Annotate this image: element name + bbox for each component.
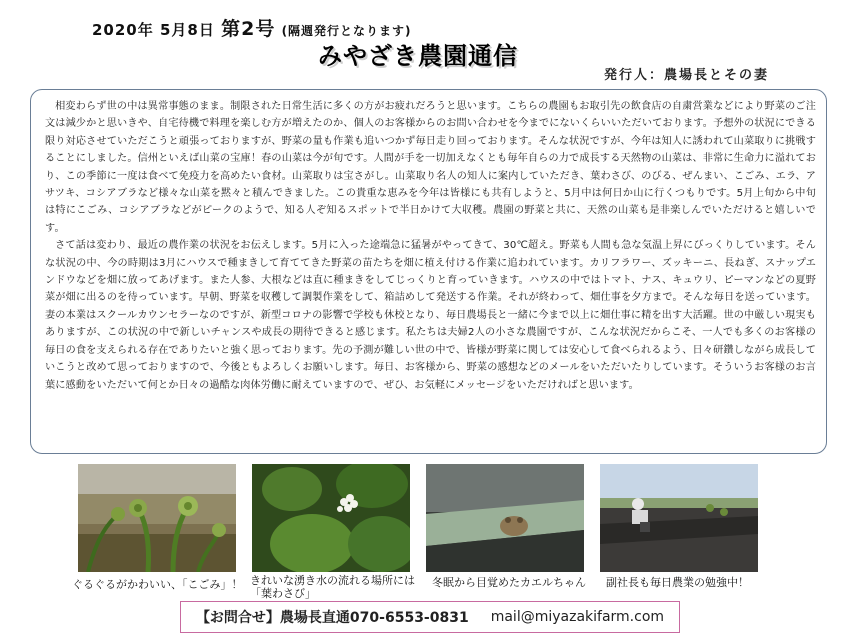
article-paragraph-1: 相変わらず世の中は異常事態のまま。制限された日常生活に多くの方がお疲れだろうと思います。こちらの農園もお取引先の飲食店の自粛営業などにより野菜のご注文は減少かと思いきや、自宅待機で料理を楽しむ方が増えたのか、個人のお客様からのお問い合わせを今までにないくらいいただいております。予想外の状況にできる限り対応させていただこうと頑張っておりますが、野菜の量も作業も追いつかず毎日走り回っております。そんな状況ですが、今年は知人に誘われて山菜取りに挑戦することにしました。信州といえば山菜の宝庫！春の山菜は今が旬です。人間が手を一切加えなくとも毎年自らの力で成長する天然物の山菜は、非常に生命力に溢れており、この季節に一度は食べて免疫力を高めたい食材。山菜取りは宝さがし。山菜取り名人の知人に案内していただき、葉わさび、のびる、ぜんまい、こごみ、エラ、アサツキ、コシアブラなど様々な山菜を黙々と積んできました。この貴重な恵みを今年は皆様にも共有しようと、5月中は何日か山に行くつもりです。5月上旬から中旬は特にこごみ、コシアブラなどがピークのようで、知る人ぞ知るスポットで半日かけて大収穫。農園の野菜と共に、天然の山菜も是非楽しんでいただけると嬉しいです。 bbox=[45, 101, 817, 234]
issue-frequency-note: (隔週発行となります) bbox=[281, 24, 412, 38]
photo-caption-kogomi: ぐるぐるがかわいい、「こごみ」！ bbox=[72, 578, 243, 591]
publisher-line: 発行人：農場長とその妻 bbox=[604, 68, 770, 83]
contact-phone: 【お問合せ】農場長直通070-6553-0831 bbox=[195, 610, 469, 626]
issue-number: 第2号 bbox=[221, 18, 276, 40]
photo-frog bbox=[426, 464, 584, 572]
photo-kogomi bbox=[78, 464, 236, 572]
photo-caption-field-work: 副社長も毎日農業の勉強中！ bbox=[606, 576, 749, 589]
article-box bbox=[30, 89, 827, 454]
photo-caption-wasabi-line1: きれいな湧き水の流れる場所には bbox=[250, 574, 415, 587]
article-paragraph-2: さて話は変わり、最近の農作業の状況をお伝えします。5月に入った途端急に猛暑がやってきて、30℃超え。野菜も人間も急な気温上昇にびっくりしています。そんな状況の中、今の時期は3月にハウスで種まきして育ててきた野菜の苗たちを畑に植え付ける作業に追われています。カリフラワー、ズッキーニ、長ねぎ、スナップエンドウなどを畑に放ってあげます。また人参、大根などは直に種まきをしてじっくりと育っていきます。ハウスの中ではトマト、ナス、キュウリ、ピーマンなどの夏野菜が畑に出るのを待っています。早朝、野菜を収穫して調製作業をして、箱詰めして発送する作業。それが終わって、畑仕事を夕方まで。そんな毎日を送っています。妻の本業はスクールカウンセラーなのですが、新型コロナの影響で学校も休校となり、毎日農場長と一緒に今まで以上に畑仕事に精を出す大活躍。世の中厳しい現実もありますが、この状況の中で新しいチャンスや成長の期待できると感じます。私たちは夫婦2人の小さな農園ですが、こんな状況だからこそ、一人でも多くのお客様の毎日の食を支えられる存在でありたいと強く思っております。先の予測が難しい世の中で、皆様が野菜に関しては安心して食べられるよう、日々研鑽しながら成長していこうと改めて思っておりますので、今後ともよろしくお願いします。毎日、お客様から、野菜の感想などのメールをいただいたりしています。そういうお客様のお言葉に感動をいただいて何とか日々の過酷な肉体労働に耐えていますので、ぜひ、お気軽にメッセージをいただければと思います。 bbox=[45, 240, 817, 391]
contact-email[interactable]: mail@miyazakifarm.com bbox=[490, 609, 665, 625]
newsletter-title: みやざき農園通信 bbox=[318, 42, 518, 70]
photo-wasabi bbox=[252, 464, 410, 572]
photo-field-work bbox=[600, 464, 758, 572]
contact-box bbox=[180, 601, 680, 633]
photo-caption-wasabi bbox=[250, 574, 415, 600]
issue-date: 2020年 5月8日 bbox=[92, 21, 215, 39]
photo-caption-frog: 冬眠から目覚めたカエルちゃん bbox=[432, 576, 586, 589]
photo-caption-wasabi-line2: 「葉わさび」 bbox=[250, 587, 316, 600]
